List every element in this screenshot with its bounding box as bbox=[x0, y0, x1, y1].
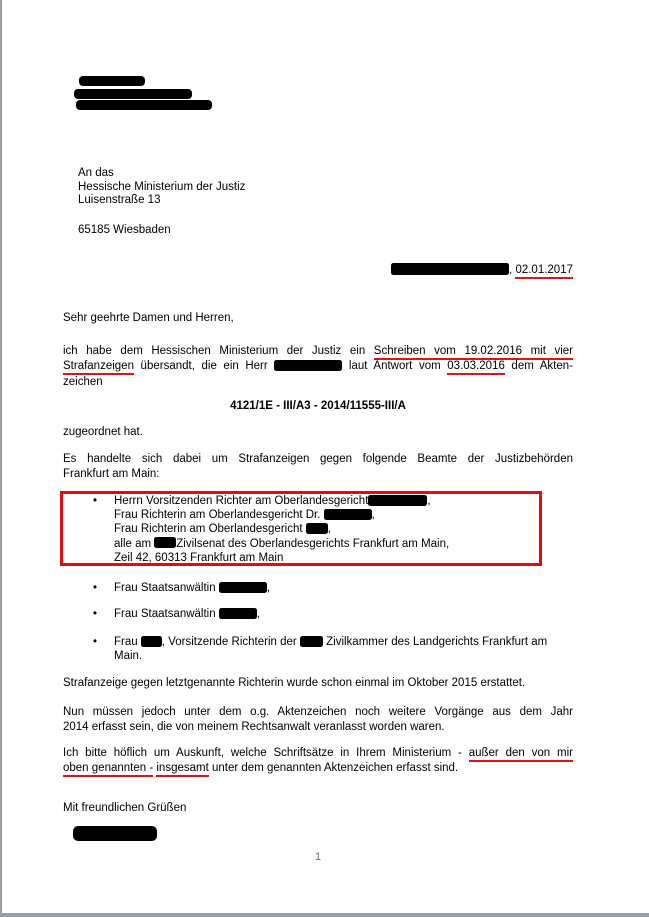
list-line bbox=[114, 607, 554, 621]
paragraph-1 bbox=[63, 344, 573, 390]
bullet-item-prosecutor-2 bbox=[114, 607, 554, 621]
red-underlined-text: Strafanzeigen bbox=[63, 360, 134, 375]
red-underlined-text: Schreiben vom 19.02.2016 mit vier bbox=[374, 345, 573, 360]
body-line: Frankfurt am Main: bbox=[63, 468, 160, 481]
paragraph-3: Strafanzeige gegen letztgenannte Richterin wurde schon einmal im Oktober 2015 erstattet. bbox=[63, 677, 526, 689]
window-edge-left bbox=[0, 0, 2, 917]
list-line bbox=[114, 635, 574, 649]
redaction-bar bbox=[219, 608, 257, 619]
bullet-item-lg-judge bbox=[114, 635, 574, 663]
body-line bbox=[63, 761, 573, 776]
bullet-marker: • bbox=[93, 495, 98, 507]
redaction-bar bbox=[219, 582, 267, 593]
signature-redaction-bar bbox=[73, 826, 157, 841]
red-underlined-text: außer den von mir bbox=[469, 747, 573, 762]
text-run: , bbox=[266, 582, 271, 594]
case-number-continuation: zugeordnet hat. bbox=[63, 426, 143, 438]
red-underlined-text: 03.03.2016 bbox=[447, 360, 505, 375]
list-line bbox=[114, 494, 554, 508]
body-line: Es handelte sich dabei um Strafanzeigen gegen folgende Beamte der Justizbehörden bbox=[63, 453, 573, 465]
text-run: dem Akten- bbox=[504, 360, 573, 373]
salutation: Sehr geehrte Damen und Herren, bbox=[63, 312, 234, 324]
text-run: Herrn Vorsitzenden Richter am Oberlandesgericht bbox=[114, 495, 369, 507]
date-line bbox=[63, 263, 573, 278]
window-edge-bottom bbox=[0, 913, 649, 917]
redaction-bar bbox=[300, 636, 323, 647]
bullet-item-prosecutor-1 bbox=[114, 581, 554, 595]
redaction-bar bbox=[79, 76, 145, 86]
case-number: 4121/1E - III/A3 - 2014/11555-III/A bbox=[230, 400, 406, 412]
text-run: Zivilsenat des Oberlandesgerichts Frankfurt am Main, bbox=[176, 537, 450, 550]
recipient-address bbox=[78, 167, 378, 208]
text-run: übersandt, die ein Herr bbox=[133, 360, 275, 373]
redaction-bar bbox=[324, 509, 372, 520]
text-run: Frau Staatsanwältin bbox=[114, 608, 219, 620]
date-underlined: 02.01.2017 bbox=[515, 264, 573, 279]
paragraph-2 bbox=[63, 452, 573, 483]
redaction-bar bbox=[274, 360, 342, 371]
bullet-item-olg-judges bbox=[114, 494, 554, 565]
text-run: Frau Richterin am Oberlandesgericht bbox=[114, 523, 306, 536]
body-line bbox=[63, 359, 573, 374]
redaction-bar bbox=[141, 636, 162, 647]
recipient-line: An das bbox=[78, 167, 114, 179]
redaction-bar bbox=[154, 537, 176, 548]
text-run: alle am bbox=[114, 537, 155, 550]
text-run: , Vorsitzende Richterin der bbox=[161, 636, 300, 648]
text-run: , bbox=[427, 495, 431, 507]
text-run: , bbox=[256, 608, 261, 620]
text-run: unter dem genannten Aktenzeichen erfasst sind. bbox=[208, 762, 459, 775]
recipient-line: Hessische Ministerium der Justiz bbox=[78, 180, 246, 193]
text-run: , bbox=[371, 509, 375, 522]
body-line: Nun müssen jedoch unter dem o.g. Aktenzeichen noch weitere Vorgänge aus dem Jahr bbox=[63, 706, 573, 718]
text-run: Frau bbox=[114, 636, 141, 648]
paragraph-5 bbox=[63, 746, 573, 777]
text-run: ich habe dem Hessischen Ministerium der Justiz ein bbox=[63, 345, 374, 357]
page-number: 1 bbox=[314, 851, 322, 863]
recipient-line: Luisenstraße 13 bbox=[78, 194, 161, 206]
text-run: Frau Richterin am Oberlandesgericht Dr. bbox=[114, 509, 324, 522]
text-run: , bbox=[327, 523, 331, 536]
body-line: 2014 erfasst sein, die von meinem Rechtsanwalt veranlasst worden waren. bbox=[63, 721, 445, 734]
text-run: Ich bitte höflich um Auskunft, welche Schriftsätze in Ihrem Ministerium - bbox=[63, 747, 469, 759]
redaction-bar bbox=[368, 495, 427, 506]
text-run: Frau Staatsanwältin bbox=[114, 582, 219, 594]
redaction-bar-place bbox=[391, 263, 509, 275]
list-line bbox=[114, 537, 554, 551]
red-underlined-text: insgesamt bbox=[156, 762, 208, 777]
bullet-marker: • bbox=[93, 582, 98, 594]
body-line: zeichen bbox=[63, 375, 103, 388]
date-separator: , bbox=[509, 264, 516, 276]
bullet-marker: • bbox=[93, 608, 98, 620]
list-line: Main. bbox=[114, 650, 143, 663]
redaction-bar bbox=[76, 100, 212, 110]
list-line bbox=[114, 581, 554, 595]
recipient-city: 65185 Wiesbaden bbox=[78, 224, 171, 236]
list-line bbox=[114, 522, 554, 536]
list-line: Zeil 42, 60313 Frankfurt am Main bbox=[114, 551, 284, 564]
text-run: Zivilkammer des Landgerichts Frankfurt am bbox=[322, 636, 548, 648]
paragraph-4 bbox=[63, 705, 573, 736]
redaction-bar bbox=[306, 523, 328, 534]
redaction-bar bbox=[74, 89, 192, 99]
red-underlined-text: oben genannten - bbox=[63, 762, 153, 777]
list-line bbox=[114, 508, 554, 522]
text-run: laut Antwort vom bbox=[342, 360, 448, 373]
closing: Mit freundlichen Grüßen bbox=[63, 802, 187, 814]
body-line bbox=[63, 746, 573, 761]
body-line bbox=[63, 344, 573, 359]
bullet-marker: • bbox=[93, 636, 98, 648]
